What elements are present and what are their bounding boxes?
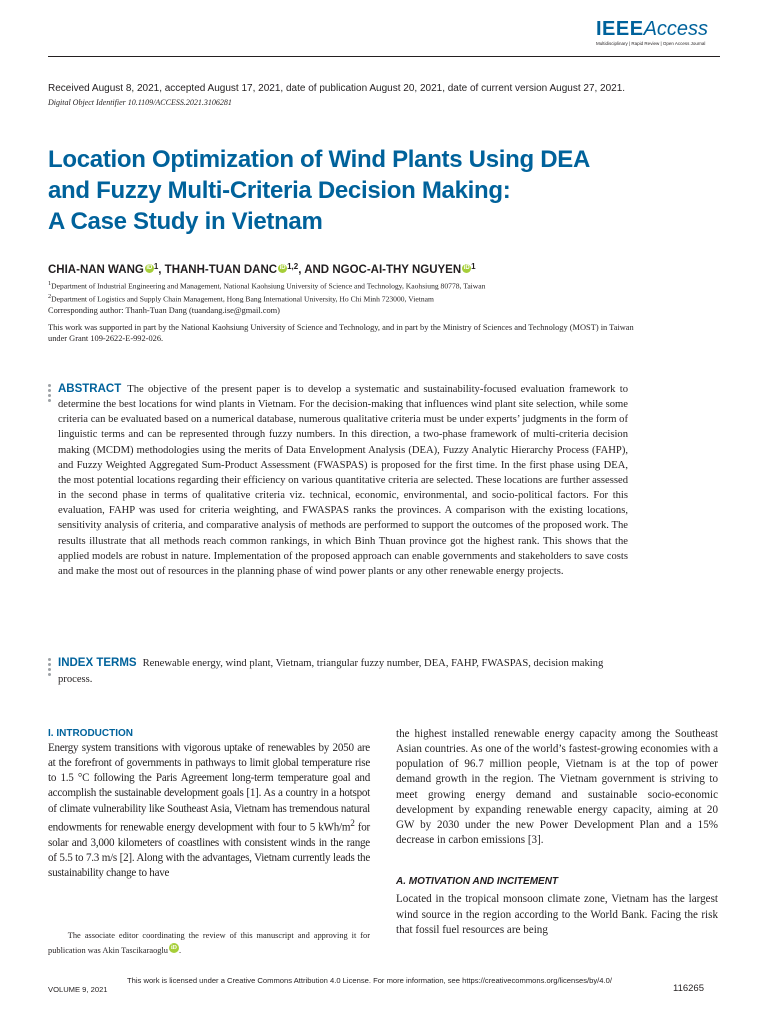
abstract-label: ABSTRACT	[58, 383, 122, 395]
title-line: A Case Study in Vietnam	[48, 208, 323, 235]
abstract-dots-icon	[48, 384, 52, 404]
body-paragraph: the highest installed renewable energy capacity among the Southeast Asian countries. As one of the world’s fastest-growing economies with a population of 96.7 million people, Vietnam is at the top of power demand growth in the region. The Vietnam government is striving to meet growing energy demand and sustainable socio-economic development by expanding renewable energy capacity, aiming at 20 GW by 2030 under the new Power Development Plan and a 15% decrease in carbon emissions [3].	[396, 728, 718, 847]
logo-italic: Access	[643, 18, 709, 40]
corresponding-author: Corresponding author: Thanh-Tuan Dang (tuandang.ise@gmail.com)	[48, 306, 280, 315]
title-line: Location Optimization of Wind Plants Using DEA	[48, 146, 590, 173]
paragraph-text: Energy system transitions with vigorous uptake of renewables by 2050 are at the forefront of governments in pathways to limit global temperature rise to 1.5 °C following the Paris Agreement long-term temperature goal and accomplish the sustainable development goals [1]. As a country in a hotspot of climate vulnerability like Southeast Asia, Vietnam has tremendous natural endowments for renewable energy development with four to 5 kWh/m	[48, 742, 370, 834]
author-list	[48, 262, 476, 276]
author-affil-sup: 1	[471, 262, 476, 271]
received-dates: Received August 8, 2021, accepted August 17, 2021, date of publication August 20, 2021, date of current version August 27, 2021.	[48, 83, 626, 94]
affiliation-item	[48, 279, 485, 292]
subsection-heading: A. MOTIVATION AND INCITEMENT	[396, 876, 559, 888]
index-terms-label: INDEX TERMS	[58, 657, 137, 669]
author-name: CHIA-NAN WANG	[48, 264, 144, 276]
header-rule	[48, 56, 720, 57]
affiliation-text: Department of Logistics and Supply Chain Management, Hong Bang International University, Ho Chi Minh 723000, Vietnam	[51, 294, 434, 304]
body-paragraph	[48, 741, 370, 881]
superscript: 2	[350, 818, 355, 829]
abstract-text: The objective of the present paper is to develop a systematic and sustainability-focused evaluation framework to determine the best locations for wind plants in Vietnam. For the decision-making that influences wind plant site selection, while some criteria can be evaluated based on a numerical database, numerous qualitative criteria must be under experts’ judgments in the form of linguistic terms and can be represented through fuzzy numbers. In this direction, a two-phase framework of multi-criteria decision making (MCDM) methodologies using the merits of Data Envelopment Analysis (DEA), Fuzzy Analytic Hierarchy Process (FAHP), and Fuzzy Weighted Aggregated Sum-Product Assessment (FWASPAS) is proposed for the first time. In the first phase using DEA, the most potential locations regarding their efficiency on various quantitative criteria are selected. These locations are further assessed in the second phase in terms of qualitative criteria viz. technical, economic, environmental, and socio-political factors. For this evaluation, FAHP was used for criteria weighting, and FWASPAS ranks the provinces. A comparison with the existing locations, sensitivity analysis of criteria, and comparative analysis of methods are performed to support the outcomes of the proposed work. The results illustrate that all methods reach common rankings, in which Binh Thuan province got the highest rank. This shows that the applied models are robust in nature. Implementation of the proposed approach can enable governments and stakeholders to save costs and make the most out of resources in the planning phase of wind power plants or any other renewable energy projects.	[58, 384, 628, 577]
author-separator: ,	[158, 264, 165, 276]
footnote-text: The associate editor coordinating the review of this manuscript and approving it for publication was Akin Tascikaraoglu	[48, 931, 371, 955]
funding-note: This work was supported in part by the National Kaohsiung University of Science and Technology, and in part by the Ministry of Sciences and Technology (MOST) in Taiwan under Grant 109-2622-E-992-026.	[48, 323, 634, 343]
footer-volume: VOLUME 9, 2021	[48, 985, 108, 994]
left-column	[48, 727, 370, 881]
affiliation-sup: 2	[48, 292, 52, 300]
title-line: and Fuzzy Multi-Criteria Decision Making:	[48, 177, 511, 204]
page-number: 116265	[673, 983, 704, 994]
author-affil-sup: 1,2	[287, 262, 299, 271]
index-terms	[58, 656, 628, 687]
author-name: NGOC-AI-THY NGUYEN	[332, 264, 462, 276]
right-column	[396, 727, 718, 938]
logo-strong: IEEE	[596, 18, 644, 40]
body-paragraph: Located in the tropical monsoon climate zone, Vietnam has the largest wind source in the region according to the World Bank. Facing the risk that fossil fuel resources are being	[396, 893, 718, 936]
editor-footnote: The associate editor coordinating the review of this manuscript and approving it for publication was Akin Tascikaraoglu iD .	[48, 931, 371, 955]
paragraph-text: for solar and 3,000 kilometers of coastlines with consistent winds in the range of 5.5 to 7.3 m/s [2]. Along with the advantages, Vietnam currently leads the sustainability change to have	[48, 821, 370, 879]
author-name: THANH-TUAN DANC	[164, 264, 278, 276]
paper-title	[48, 144, 688, 237]
section-heading: I. INTRODUCTION	[48, 728, 133, 739]
orcid-icon[interactable]: iD	[170, 945, 177, 951]
author-separator: , AND	[298, 264, 333, 276]
orcid-icon[interactable]: iD	[279, 265, 286, 271]
affiliations	[48, 279, 485, 304]
logo-tagline: Multidisciplinary | Rapid Review | Open Access Journal	[596, 41, 706, 46]
affiliation-text: Department of Industrial Engineering and Management, National Kaohsiung University of Science and Technology, Kaohsiung 80778, Taiwan	[51, 281, 486, 291]
orcid-icon[interactable]: iD	[146, 265, 153, 271]
author-affil-sup: 1	[153, 262, 159, 271]
index-terms-dots-icon	[48, 658, 52, 678]
footer-license[interactable]: This work is licensed under a Creative Commons Attribution 4.0 License. For more information, see https://creativecommons.org/licenses/by/4.0/	[127, 976, 612, 985]
affiliation-sup: 1	[48, 280, 52, 287]
abstract	[58, 382, 628, 579]
index-terms-text: Renewable energy, wind plant, Vietnam, triangular fuzzy number, DEA, FAHP, FWASPAS, decision making process.	[58, 658, 604, 685]
logo-wordmark	[596, 18, 720, 40]
affiliation-item	[48, 292, 485, 305]
doi-line: Digital Object Identifier 10.1109/ACCESS.2021.3106281	[48, 98, 232, 107]
orcid-icon[interactable]: iD	[463, 265, 470, 271]
journal-logo	[596, 18, 720, 46]
